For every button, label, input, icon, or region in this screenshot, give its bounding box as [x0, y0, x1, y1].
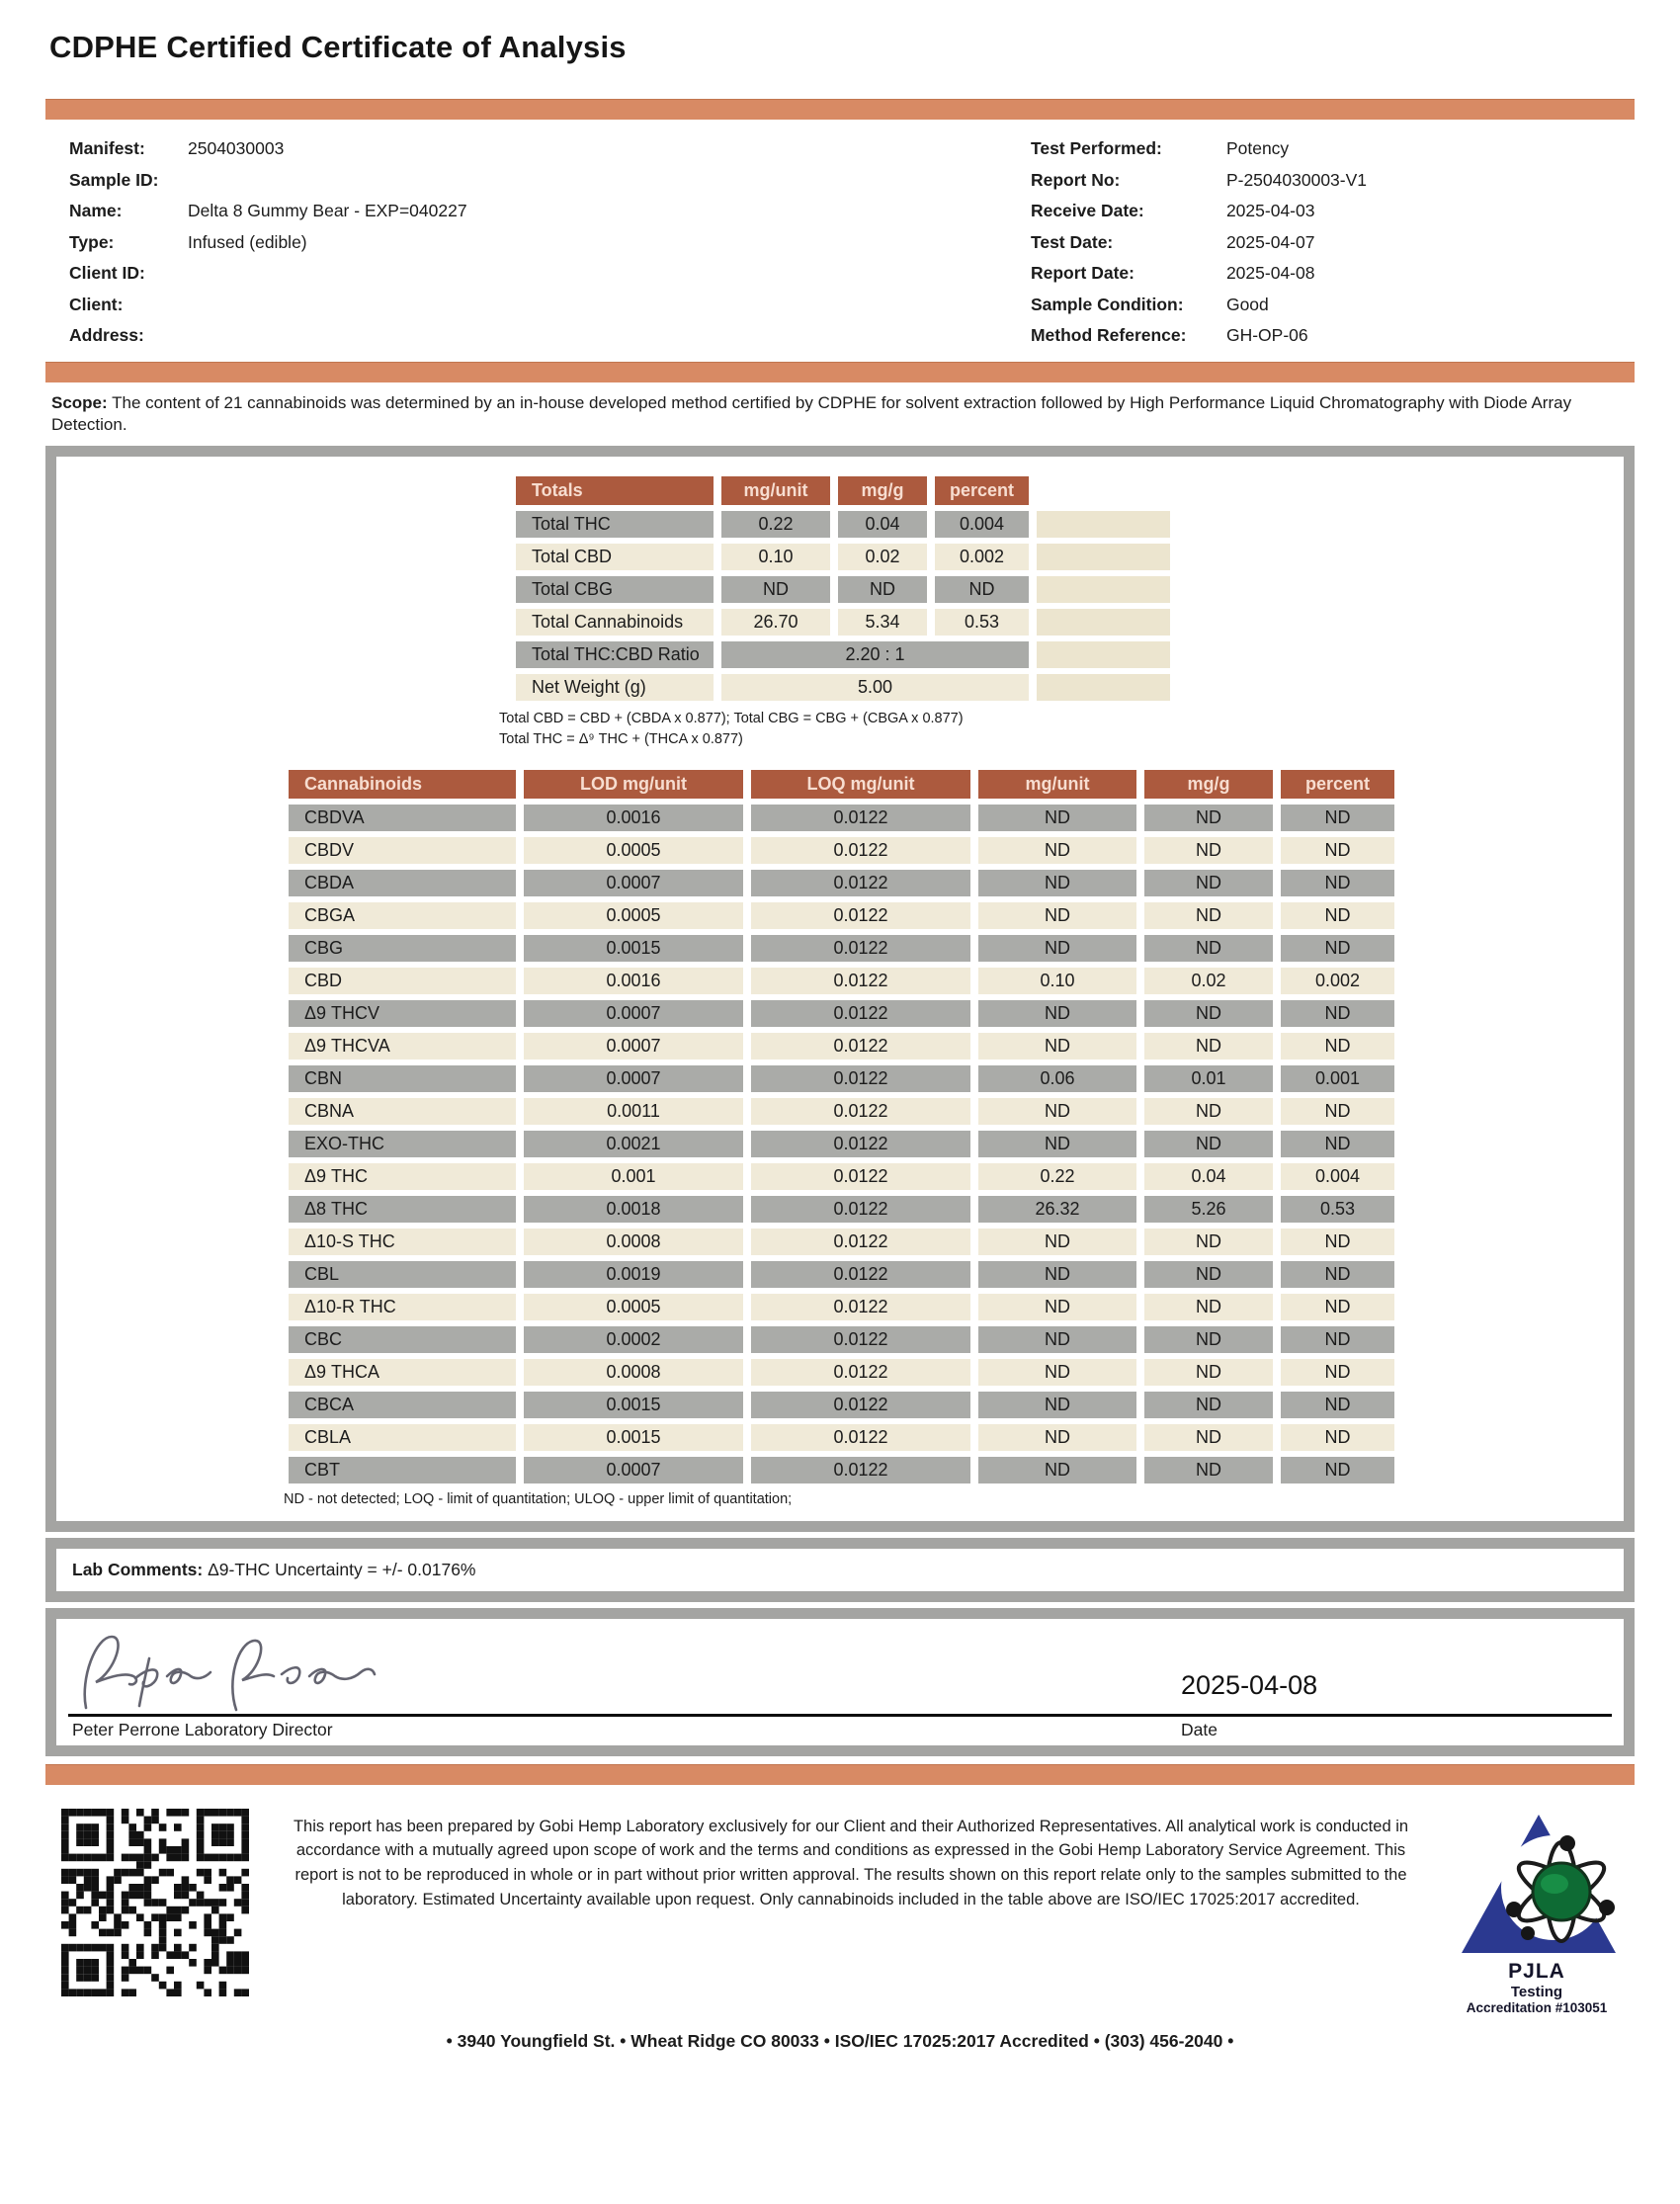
cannabinoid-name: Δ10-S THC — [289, 1229, 516, 1255]
info-label: Address: — [69, 325, 144, 345]
totals-mg-g: 5.34 — [838, 609, 927, 636]
results-box — [45, 446, 1635, 1531]
cannabinoid-loq: 0.0122 — [751, 805, 970, 831]
cannabinoid-percent: ND — [1281, 935, 1394, 962]
totals-mg-g: 0.04 — [838, 511, 927, 538]
cannabinoid-mg-unit: ND — [978, 1294, 1136, 1320]
cannabinoid-loq: 0.0122 — [751, 1163, 970, 1190]
info-row — [1031, 258, 1635, 290]
cannabinoid-lod: 0.0007 — [524, 870, 743, 896]
info-row — [1031, 196, 1635, 227]
cannabinoid-mg-unit: ND — [978, 1229, 1136, 1255]
cannabinoid-loq: 0.0122 — [751, 1131, 970, 1157]
totals-spacer-cell — [1037, 544, 1170, 570]
cannabinoid-mg-g: ND — [1144, 1392, 1273, 1418]
cannabinoid-row — [289, 837, 1394, 864]
column-header-cannabinoids: Cannabinoids — [289, 770, 516, 799]
cannabinoid-mg-g: ND — [1144, 1359, 1273, 1386]
signature-line — [68, 1714, 1612, 1717]
cannabinoid-lod: 0.0018 — [524, 1196, 743, 1223]
totals-mg-g: ND — [838, 576, 927, 603]
cannabinoid-loq: 0.0122 — [751, 1294, 970, 1320]
info-row — [69, 196, 1031, 227]
cannabinoid-name: Δ9 THCVA — [289, 1033, 516, 1060]
cannabinoid-row — [289, 1098, 1394, 1125]
totals-label: Total CBD — [516, 544, 714, 570]
cannabinoid-loq: 0.0122 — [751, 1457, 970, 1483]
info-row — [69, 133, 1031, 165]
cannabinoid-percent: ND — [1281, 1457, 1394, 1483]
lab-comments-label: Lab Comments: — [72, 1559, 204, 1579]
cannabinoid-mg-g: ND — [1144, 935, 1273, 962]
totals-label: Total CBG — [516, 576, 714, 603]
info-label: Sample Condition: — [1030, 294, 1184, 314]
info-row — [1031, 165, 1635, 197]
cannabinoid-mg-g: ND — [1144, 837, 1273, 864]
info-label: Sample ID: — [69, 169, 159, 190]
info-value: 2025-04-07 — [1225, 231, 1315, 252]
cannabinoid-mg-unit: 0.10 — [978, 968, 1136, 994]
cannabinoid-name: Δ9 THCA — [289, 1359, 516, 1386]
cannabinoids-table — [281, 764, 1402, 1489]
cannabinoid-loq: 0.0122 — [751, 1261, 970, 1288]
info-row — [1031, 320, 1635, 352]
scope-label: Scope: — [51, 392, 108, 412]
info-row — [69, 320, 1031, 352]
column-header-spacer — [1037, 476, 1170, 505]
qr-code — [61, 1809, 259, 2001]
totals-mg-unit: 26.70 — [721, 609, 830, 636]
totals-mg-unit: 0.22 — [721, 511, 830, 538]
cannabinoid-mg-g: ND — [1144, 1131, 1273, 1157]
info-label: Test Date: — [1030, 231, 1114, 252]
cannabinoid-loq: 0.0122 — [751, 1424, 970, 1451]
cannabinoid-row — [289, 1294, 1394, 1320]
cannabinoid-name: Δ8 THC — [289, 1196, 516, 1223]
lab-comments-text: Δ9-THC Uncertainty = +/- 0.0176% — [208, 1559, 476, 1579]
cannabinoid-loq: 0.0122 — [751, 837, 970, 864]
cannabinoid-name: EXO-THC — [289, 1131, 516, 1157]
cannabinoid-mg-g: ND — [1144, 1294, 1273, 1320]
totals-spacer-cell — [1037, 511, 1170, 538]
cannabinoid-name: CBNA — [289, 1098, 516, 1125]
info-value: Good — [1225, 294, 1269, 314]
cannabinoid-loq: 0.0122 — [751, 1033, 970, 1060]
certificate-page — [0, 30, 1680, 2052]
column-header-loq: LOQ mg/unit — [751, 770, 970, 799]
cannabinoid-mg-g: ND — [1144, 1326, 1273, 1353]
cannabinoid-name: CBD — [289, 968, 516, 994]
cannabinoid-lod: 0.0005 — [524, 837, 743, 864]
totals-percent: 0.53 — [935, 609, 1029, 636]
cannabinoid-row — [289, 1457, 1394, 1483]
info-row — [69, 227, 1031, 259]
cannabinoid-percent: 0.004 — [1281, 1163, 1394, 1190]
cannabinoid-lod: 0.0005 — [524, 902, 743, 929]
thc-cbd-ratio-row — [516, 641, 1170, 668]
cannabinoid-mg-g: 0.02 — [1144, 968, 1273, 994]
totals-spacer-cell — [1037, 609, 1170, 636]
cannabinoid-row — [289, 935, 1394, 962]
cannabinoid-lod: 0.0015 — [524, 935, 743, 962]
cannabinoid-mg-g: ND — [1144, 1229, 1273, 1255]
cannabinoid-mg-g: ND — [1144, 870, 1273, 896]
cannabinoid-mg-unit: ND — [978, 1457, 1136, 1483]
footer-section — [45, 1809, 1635, 2015]
address-line: • 3940 Youngfield St. • Wheat Ridge CO 80033 • ISO/IEC 17025:2017 Accredited • (303) 456-2040 • — [446, 2030, 1234, 2051]
info-label: Receive Date: — [1030, 201, 1144, 220]
divider-bar-bottom — [45, 1764, 1635, 1785]
cannabinoid-row — [289, 1424, 1394, 1451]
info-row — [69, 258, 1031, 290]
cannabinoid-name: Δ10-R THC — [289, 1294, 516, 1320]
info-label: Type: — [69, 231, 115, 252]
page-title: CDPHE Certified Certificate of Analysis — [49, 30, 627, 64]
cannabinoid-percent: ND — [1281, 1294, 1394, 1320]
signature-box — [45, 1608, 1635, 1756]
divider-bar-mid — [45, 362, 1635, 382]
column-header-percent: percent — [1281, 770, 1394, 799]
cannabinoids-header-row — [289, 770, 1394, 799]
totals-percent: 0.002 — [935, 544, 1029, 570]
cannabinoid-name: CBCA — [289, 1392, 516, 1418]
info-value: P-2504030003-V1 — [1225, 169, 1368, 190]
cannabinoid-percent: ND — [1281, 1000, 1394, 1027]
cannabinoid-mg-g: ND — [1144, 1098, 1273, 1125]
cannabinoid-row — [289, 1131, 1394, 1157]
info-value: 2025-04-03 — [1225, 201, 1315, 220]
info-label: Report No: — [1030, 169, 1121, 190]
cannabinoid-row — [289, 870, 1394, 896]
cannabinoid-loq: 0.0122 — [751, 1359, 970, 1386]
cannabinoid-name: CBN — [289, 1065, 516, 1092]
cannabinoid-percent: ND — [1281, 1098, 1394, 1125]
cannabinoid-row — [289, 805, 1394, 831]
totals-mg-unit: 0.10 — [721, 544, 830, 570]
cannabinoid-mg-unit: ND — [978, 1033, 1136, 1060]
cannabinoid-lod: 0.0005 — [524, 1294, 743, 1320]
cannabinoid-lod: 0.0016 — [524, 968, 743, 994]
pjla-logo — [1443, 1809, 1631, 2015]
totals-row — [516, 544, 1170, 570]
totals-row — [516, 511, 1170, 538]
column-header-lod: LOD mg/unit — [524, 770, 743, 799]
cannabinoid-mg-g: 5.26 — [1144, 1196, 1273, 1223]
cannabinoid-mg-g: ND — [1144, 1033, 1273, 1060]
sample-info-left — [45, 133, 1031, 352]
info-label: Report Date: — [1030, 263, 1134, 283]
cannabinoid-name: CBLA — [289, 1424, 516, 1451]
totals-row — [516, 609, 1170, 636]
cannabinoid-mg-unit: ND — [978, 1131, 1136, 1157]
totals-spacer-cell — [1037, 576, 1170, 603]
cannabinoid-percent: ND — [1281, 1229, 1394, 1255]
cannabinoid-mg-unit: 0.22 — [978, 1163, 1136, 1190]
info-value: 2025-04-08 — [1225, 263, 1315, 283]
cannabinoid-name: Δ9 THC — [289, 1163, 516, 1190]
cannabinoid-lod: 0.0021 — [524, 1131, 743, 1157]
cannabinoid-mg-unit: ND — [978, 1098, 1136, 1125]
totals-percent: 0.004 — [935, 511, 1029, 538]
cannabinoid-loq: 0.0122 — [751, 902, 970, 929]
cannabinoid-percent: ND — [1281, 837, 1394, 864]
info-row — [1031, 290, 1635, 321]
cannabinoid-mg-unit: ND — [978, 1392, 1136, 1418]
cannabinoid-name: Δ9 THCV — [289, 1000, 516, 1027]
totals-spacer-cell — [1037, 641, 1170, 668]
column-header-totals: Totals — [516, 476, 714, 505]
cannabinoid-percent: ND — [1281, 1424, 1394, 1451]
totals-spacer-cell — [1037, 674, 1170, 701]
column-header-mg-g: mg/g — [1144, 770, 1273, 799]
cannabinoid-loq: 0.0122 — [751, 1065, 970, 1092]
sample-info-right — [1031, 133, 1635, 352]
cannabinoid-loq: 0.0122 — [751, 1000, 970, 1027]
divider-bar-top — [45, 99, 1635, 120]
cannabinoid-lod: 0.0007 — [524, 1065, 743, 1092]
totals-row — [516, 576, 1170, 603]
cannabinoid-mg-unit: ND — [978, 902, 1136, 929]
cannabinoid-mg-unit: 26.32 — [978, 1196, 1136, 1223]
cannabinoid-mg-unit: ND — [978, 1424, 1136, 1451]
cannabinoid-lod: 0.0007 — [524, 1000, 743, 1027]
cannabinoid-mg-unit: ND — [978, 1326, 1136, 1353]
ratio-label: Total THC:CBD Ratio — [516, 641, 714, 668]
cannabinoid-name: CBGA — [289, 902, 516, 929]
cannabinoid-name: CBG — [289, 935, 516, 962]
cannabinoid-lod: 0.0019 — [524, 1261, 743, 1288]
cannabinoid-percent: 0.002 — [1281, 968, 1394, 994]
totals-footnotes — [499, 709, 1614, 749]
info-value: Infused (edible) — [188, 231, 307, 252]
cannabinoid-row — [289, 1000, 1394, 1027]
info-value: Potency — [1225, 138, 1290, 158]
cannabinoid-mg-g: ND — [1144, 1000, 1273, 1027]
cannabinoid-name: CBT — [289, 1457, 516, 1483]
info-value: GH-OP-06 — [1225, 325, 1308, 345]
pjla-logo-subtext: Testing — [1510, 1983, 1563, 2000]
net-weight-row — [516, 674, 1170, 701]
cannabinoid-row — [289, 1229, 1394, 1255]
cannabinoid-name: CBDVA — [289, 805, 516, 831]
net-weight-value: 5.00 — [721, 674, 1029, 701]
cannabinoid-mg-unit: 0.06 — [978, 1065, 1136, 1092]
nd-footnote: ND - not detected; LOQ - limit of quantitation; ULOQ - upper limit of quantitation; — [284, 1490, 793, 1507]
disclaimer-text: This report has been prepared by Gobi Hemp Laboratory exclusively for our Client and their Authorized Representatives. All analytical work is conducted in accordance with a mutually agreed upon scope of work and the terms and conditions as expressed in the Gobi Hemp Laboratory Service Agreement. This report is not to be reproduced in whole or in part without prior written approval. The results shown on this report relate only to the samples submitted to the laboratory. Estimated Uncertainty available upon request. Only cannabinoids included in the table above are ISO/IEC 17025:2017 accredited. — [293, 1817, 1409, 1908]
cannabinoid-loq: 0.0122 — [751, 1326, 970, 1353]
cannabinoid-mg-unit: ND — [978, 837, 1136, 864]
cannabinoid-percent: 0.001 — [1281, 1065, 1394, 1092]
cannabinoid-row — [289, 1261, 1394, 1288]
cannabinoid-percent: ND — [1281, 1326, 1394, 1353]
cannabinoid-row — [289, 1196, 1394, 1223]
cannabinoid-row — [289, 1326, 1394, 1353]
cannabinoid-percent: ND — [1281, 1392, 1394, 1418]
net-weight-label: Net Weight (g) — [516, 674, 714, 701]
info-label: Client: — [69, 294, 124, 314]
cannabinoid-percent: ND — [1281, 1033, 1394, 1060]
sample-info-section — [45, 133, 1635, 352]
cannabinoid-row — [289, 1033, 1394, 1060]
totals-footnote-2: Total THC = Δ⁹ THC + (THCA x 0.877) — [499, 730, 743, 747]
info-row — [1031, 227, 1635, 259]
pjla-logo-mark — [1452, 1809, 1622, 1959]
info-row — [69, 290, 1031, 321]
column-header-mg-unit: mg/unit — [721, 476, 830, 505]
column-header-percent: percent — [935, 476, 1029, 505]
cannabinoid-row — [289, 1065, 1394, 1092]
cannabinoid-name: CBDA — [289, 870, 516, 896]
totals-table — [508, 470, 1178, 707]
cannabinoid-loq: 0.0122 — [751, 1392, 970, 1418]
column-header-mg-unit: mg/unit — [978, 770, 1136, 799]
cannabinoid-lod: 0.0015 — [524, 1424, 743, 1451]
totals-mg-g: 0.02 — [838, 544, 927, 570]
totals-percent: ND — [935, 576, 1029, 603]
info-value: 2504030003 — [188, 138, 285, 158]
cannabinoid-loq: 0.0122 — [751, 1098, 970, 1125]
cannabinoid-lod: 0.0007 — [524, 1033, 743, 1060]
cannabinoid-percent: ND — [1281, 870, 1394, 896]
info-label: Name: — [69, 201, 123, 220]
totals-label: Total Cannabinoids — [516, 609, 714, 636]
cannabinoid-name: CBC — [289, 1326, 516, 1353]
cannabinoid-row — [289, 1392, 1394, 1418]
signature-image — [70, 1625, 396, 1716]
cannabinoid-loq: 0.0122 — [751, 870, 970, 896]
info-label: Test Performed: — [1030, 138, 1162, 158]
cannabinoid-percent: ND — [1281, 1359, 1394, 1386]
signatory-name: Peter Perrone Laboratory Director — [72, 1719, 333, 1739]
totals-footnote-1: Total CBD = CBD + (CBDA x 0.877); Total CBG = CBG + (CBGA x 0.877) — [499, 711, 964, 727]
cannabinoid-name: CBDV — [289, 837, 516, 864]
date-value: 2025-04-08 — [1181, 1669, 1318, 1700]
scope-paragraph — [51, 392, 1593, 437]
cannabinoid-mg-g: ND — [1144, 1261, 1273, 1288]
info-value: Delta 8 Gummy Bear - EXP=040227 — [188, 201, 467, 220]
cannabinoid-lod: 0.0016 — [524, 805, 743, 831]
cannabinoid-mg-g: ND — [1144, 1424, 1273, 1451]
cannabinoid-mg-g: 0.01 — [1144, 1065, 1273, 1092]
cannabinoid-lod: 0.0015 — [524, 1392, 743, 1418]
cannabinoid-percent: ND — [1281, 902, 1394, 929]
cannabinoid-row — [289, 968, 1394, 994]
totals-mg-unit: ND — [721, 576, 830, 603]
cannabinoid-mg-unit: ND — [978, 805, 1136, 831]
cannabinoid-name: CBL — [289, 1261, 516, 1288]
pjla-accreditation-number: Accreditation #103051 — [1466, 1999, 1608, 2015]
cannabinoid-row — [289, 1163, 1394, 1190]
info-label: Manifest: — [69, 138, 145, 158]
cannabinoid-mg-unit: ND — [978, 1359, 1136, 1386]
cannabinoid-lod: 0.001 — [524, 1163, 743, 1190]
ratio-value: 2.20 : 1 — [721, 641, 1029, 668]
cannabinoid-lod: 0.0011 — [524, 1098, 743, 1125]
cannabinoid-mg-g: ND — [1144, 805, 1273, 831]
info-label: Client ID: — [69, 263, 145, 283]
scope-text: The content of 21 cannabinoids was determined by an in-house developed method certified by CDPHE for solvent extraction followed by High Performance Liquid Chromatography with Diode Array Detection. — [51, 392, 1572, 434]
cannabinoid-mg-g: 0.04 — [1144, 1163, 1273, 1190]
date-label: Date — [1181, 1719, 1218, 1739]
cannabinoid-mg-g: ND — [1144, 902, 1273, 929]
lab-comments-box — [45, 1538, 1635, 1602]
cannabinoid-loq: 0.0122 — [751, 968, 970, 994]
cannabinoid-mg-unit: ND — [978, 1261, 1136, 1288]
info-row — [69, 165, 1031, 197]
totals-label: Total THC — [516, 511, 714, 538]
column-header-mg-g: mg/g — [838, 476, 927, 505]
cannabinoid-loq: 0.0122 — [751, 935, 970, 962]
cannabinoid-row — [289, 1359, 1394, 1386]
totals-header-row — [516, 476, 1170, 505]
cannabinoid-mg-g: ND — [1144, 1457, 1273, 1483]
cannabinoid-lod: 0.0008 — [524, 1359, 743, 1386]
cannabinoid-lod: 0.0008 — [524, 1229, 743, 1255]
cannabinoid-mg-unit: ND — [978, 935, 1136, 962]
cannabinoid-percent: ND — [1281, 805, 1394, 831]
cannabinoid-lod: 0.0002 — [524, 1326, 743, 1353]
cannabinoid-percent: 0.53 — [1281, 1196, 1394, 1223]
cannabinoid-mg-unit: ND — [978, 1000, 1136, 1027]
cannabinoid-percent: ND — [1281, 1131, 1394, 1157]
cannabinoid-lod: 0.0007 — [524, 1457, 743, 1483]
info-label: Method Reference: — [1030, 325, 1187, 345]
cannabinoid-loq: 0.0122 — [751, 1196, 970, 1223]
cannabinoid-percent: ND — [1281, 1261, 1394, 1288]
info-row — [1031, 133, 1635, 165]
cannabinoid-mg-unit: ND — [978, 870, 1136, 896]
cannabinoid-loq: 0.0122 — [751, 1229, 970, 1255]
pjla-logo-text: PJLA — [1508, 1959, 1565, 1983]
cannabinoid-row — [289, 902, 1394, 929]
